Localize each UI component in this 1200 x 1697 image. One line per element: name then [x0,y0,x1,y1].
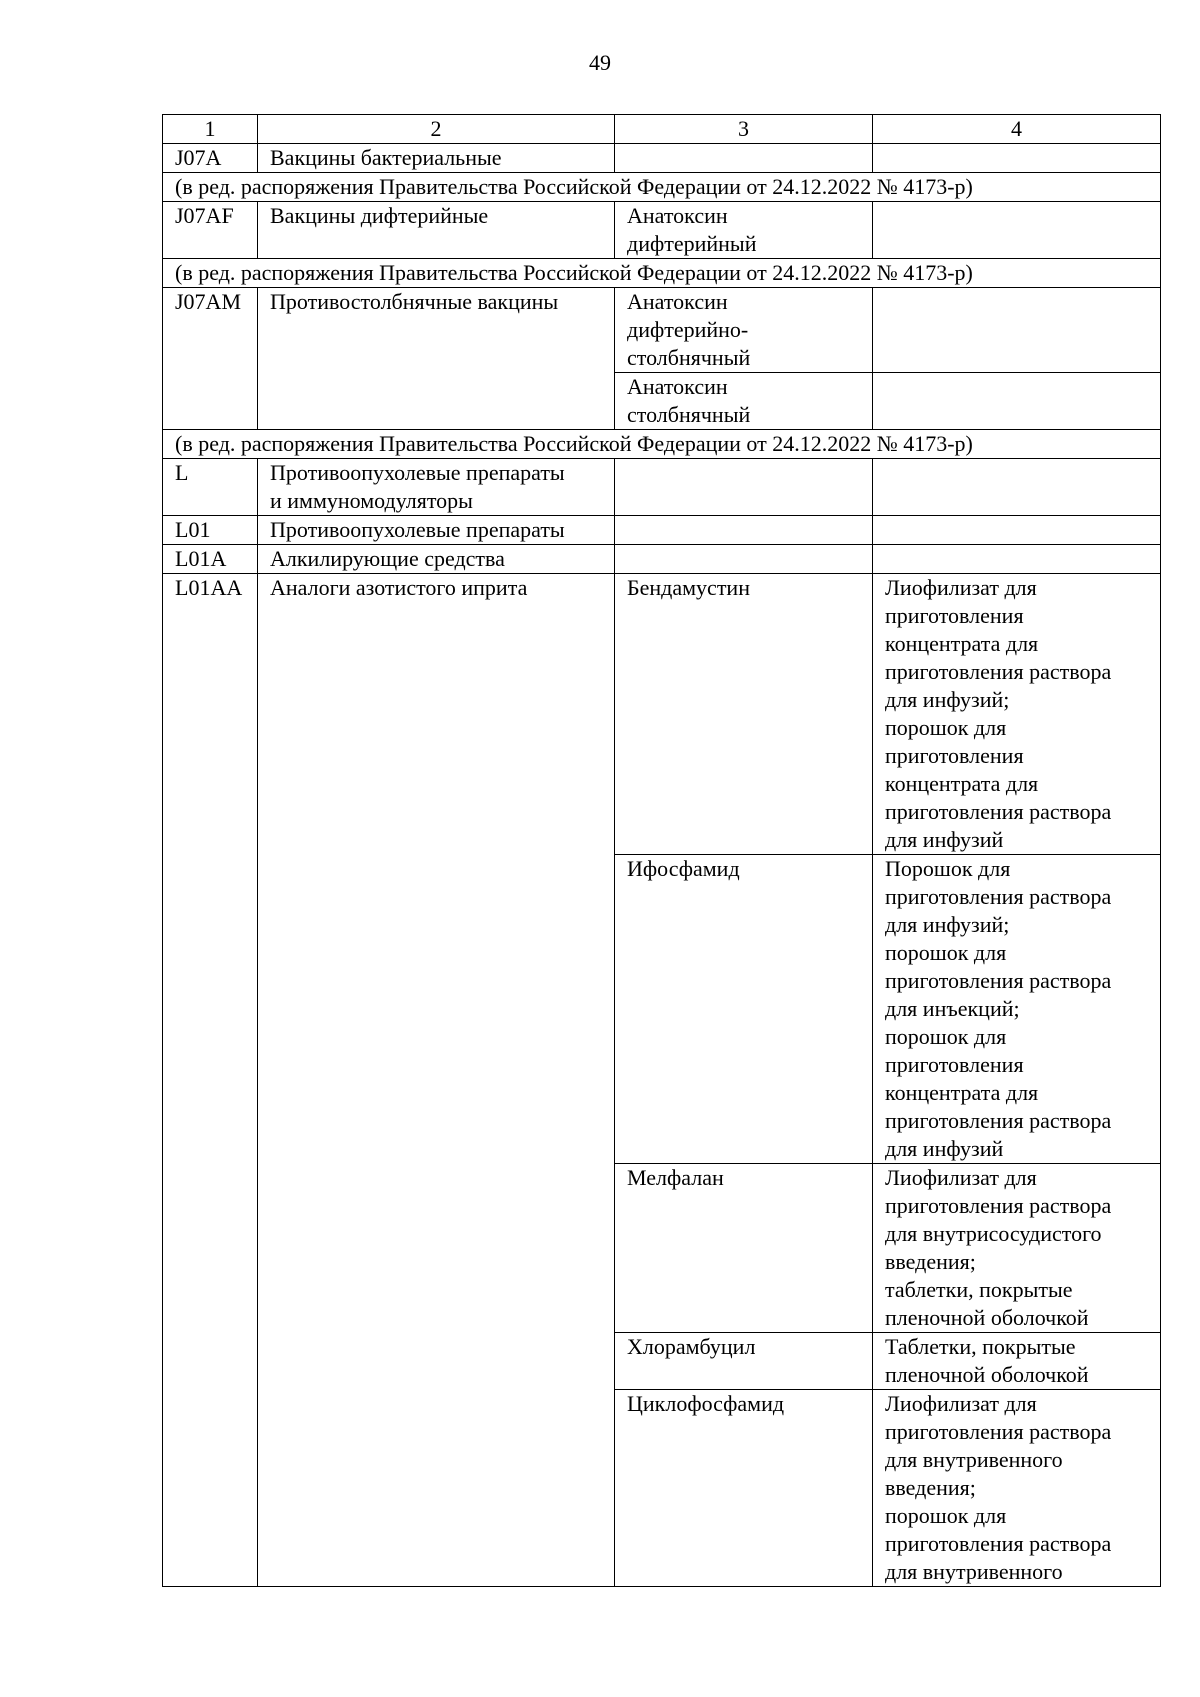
header-col-3: 3 [615,115,873,144]
atc-code: L [163,459,258,516]
table-row-j07af [163,202,1161,259]
table-row-l01 [163,516,1161,545]
atc-code: L01AA [163,574,258,1587]
dosage-form: Порошок для приготовления раствора для инфузий; порошок для приготовления раствора для инъекций; порошок для приготовления концентрата для приготовления раствора для инфузий [873,855,1161,1164]
drug-name: Анатоксин дифтерийный [615,202,873,259]
header-col-1: 1 [163,115,258,144]
drug-name: Хлорамбуцил [615,1333,873,1390]
table-header-row [163,115,1161,144]
atc-group-name: Вакцины дифтерийные [258,202,615,259]
header-col-2: 2 [258,115,615,144]
atc-group-name: Противостолбнячные вакцины [258,288,615,430]
amendment-note-row [163,173,1161,202]
page-number: 49 [589,50,611,75]
drug-name: Мелфалан [615,1164,873,1333]
dosage-form: Лиофилизат для приготовления концентрата для приготовления раствора для инфузий; порошок для приготовления концентрата для приготовления раствора для инфузий [873,574,1161,855]
dosage-form-cell [873,373,1161,430]
table-row-j07am [163,288,1161,373]
atc-code: J07AF [163,202,258,259]
atc-group-name: Аналоги азотистого иприта [258,574,615,1587]
drug-name: Ифосфамид [615,855,873,1164]
table-row-l01aa [163,574,1161,855]
atc-group-name: Противоопухолевые препараты и иммуномодуляторы [258,459,615,516]
table-row-l [163,459,1161,516]
medication-table [162,114,1161,1587]
dosage-form-cell [873,545,1161,574]
dosage-form-cell [873,288,1161,373]
table-row-j07a [163,144,1161,173]
dosage-form: Лиофилизат для приготовления раствора для внутрисосудистого введения; таблетки, покрытые пленочной оболочкой [873,1164,1161,1333]
drug-name-cell [615,516,873,545]
table-row-l01a [163,545,1161,574]
atc-group-name: Алкилирующие средства [258,545,615,574]
atc-code: L01A [163,545,258,574]
atc-group-name: Противоопухолевые препараты [258,516,615,545]
atc-code: L01 [163,516,258,545]
amendment-note: (в ред. распоряжения Правительства Российской Федерации от 24.12.2022 № 4173-р) [163,173,1161,202]
amendment-note-row [163,430,1161,459]
drug-name: Анатоксин дифтерийно- столбнячный [615,288,873,373]
dosage-form-cell [873,202,1161,259]
dosage-form: Таблетки, покрытые пленочной оболочкой [873,1333,1161,1390]
drug-name-cell [615,144,873,173]
atc-code: J07A [163,144,258,173]
atc-group-name: Вакцины бактериальные [258,144,615,173]
drug-name: Бендамустин [615,574,873,855]
dosage-form-cell [873,144,1161,173]
dosage-form-cell [873,459,1161,516]
atc-code: J07AM [163,288,258,430]
drug-name-cell [615,545,873,574]
drug-name: Анатоксин столбнячный [615,373,873,430]
amendment-note-row [163,259,1161,288]
drug-name: Циклофосфамид [615,1390,873,1587]
amendment-note: (в ред. распоряжения Правительства Российской Федерации от 24.12.2022 № 4173-р) [163,259,1161,288]
header-col-4: 4 [873,115,1161,144]
drug-name-cell [615,459,873,516]
dosage-form: Лиофилизат для приготовления раствора для внутривенного введения; порошок для приготовления раствора для внутривенного [873,1390,1161,1587]
amendment-note: (в ред. распоряжения Правительства Российской Федерации от 24.12.2022 № 4173-р) [163,430,1161,459]
dosage-form-cell [873,516,1161,545]
